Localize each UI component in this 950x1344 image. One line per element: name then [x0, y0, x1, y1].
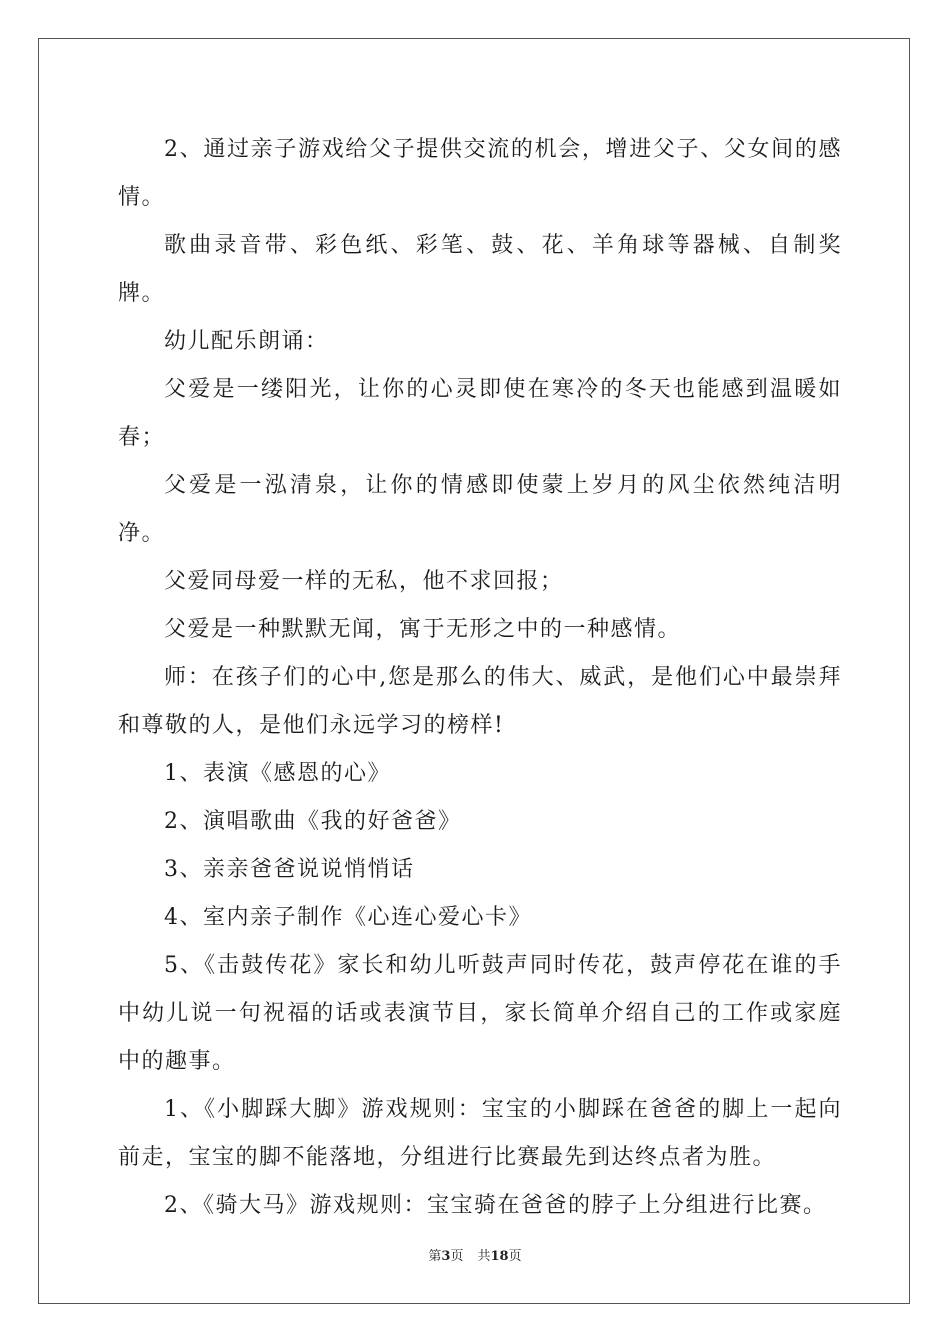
- footer-total-prefix: 共: [477, 1249, 491, 1264]
- paragraph-4: 父爱是一缕阳光，让你的心灵即使在寒冷的冬天也能感到温暖如春；: [118, 377, 842, 450]
- paragraph-14: 1、《小脚踩大脚》游戏规则：宝宝的小脚踩在爸爸的脚上一起向前走，宝宝的脚不能落地，分组进行比赛最先到达终点者为胜。: [118, 1097, 842, 1170]
- paragraph-13: 5、《击鼓传花》家长和幼儿听鼓声同时传花，鼓声停花在谁的手中幼儿说一句祝福的话或表演节目，家长简单介绍自己的工作或家庭中的趣事。: [118, 953, 842, 1074]
- footer-page-suffix: 页: [450, 1249, 464, 1264]
- footer-prefix: 第: [428, 1249, 442, 1264]
- paragraph-9: 1、表演《感恩的心》: [164, 761, 391, 786]
- footer-total-pages: 18: [490, 1249, 509, 1264]
- paragraph-10: 2、演唱歌曲《我的好爸爸》: [164, 809, 462, 834]
- paragraph-8: 师：在孩子们的心中,您是那么的伟大、威武，是他们心中最崇拜和尊敬的人，是他们永远学习的榜样!: [118, 665, 842, 738]
- paragraph-7: 父爱是一种默默无闻，寓于无形之中的一种感情。: [164, 617, 682, 642]
- paragraph-11: 3、亲亲爸爸说说悄悄话: [164, 857, 415, 882]
- document-body: [118, 126, 842, 1230]
- footer-page-number: 3: [441, 1249, 451, 1264]
- page-footer: [0, 1245, 950, 1264]
- footer-total-suffix: 页: [508, 1249, 522, 1264]
- paragraph-3: 幼儿配乐朗诵：: [164, 329, 329, 354]
- paragraph-1: 2、通过亲子游戏给父子提供交流的机会，增进父子、父女间的感情。: [118, 137, 842, 210]
- paragraph-5: 父爱是一泓清泉，让你的情感即使蒙上岁月的风尘依然纯洁明净。: [118, 473, 842, 546]
- paragraph-2: 歌曲录音带、彩色纸、彩笔、鼓、花、羊角球等器械、自制奖牌。: [118, 233, 842, 306]
- paragraph-15: 2、《骑大马》游戏规则：宝宝骑在爸爸的脖子上分组进行比赛。: [164, 1193, 827, 1218]
- paragraph-12: 4、室内亲子制作《心连心爱心卡》: [164, 905, 532, 930]
- paragraph-6: 父爱同母爱一样的无私，他不求回报；: [164, 569, 564, 594]
